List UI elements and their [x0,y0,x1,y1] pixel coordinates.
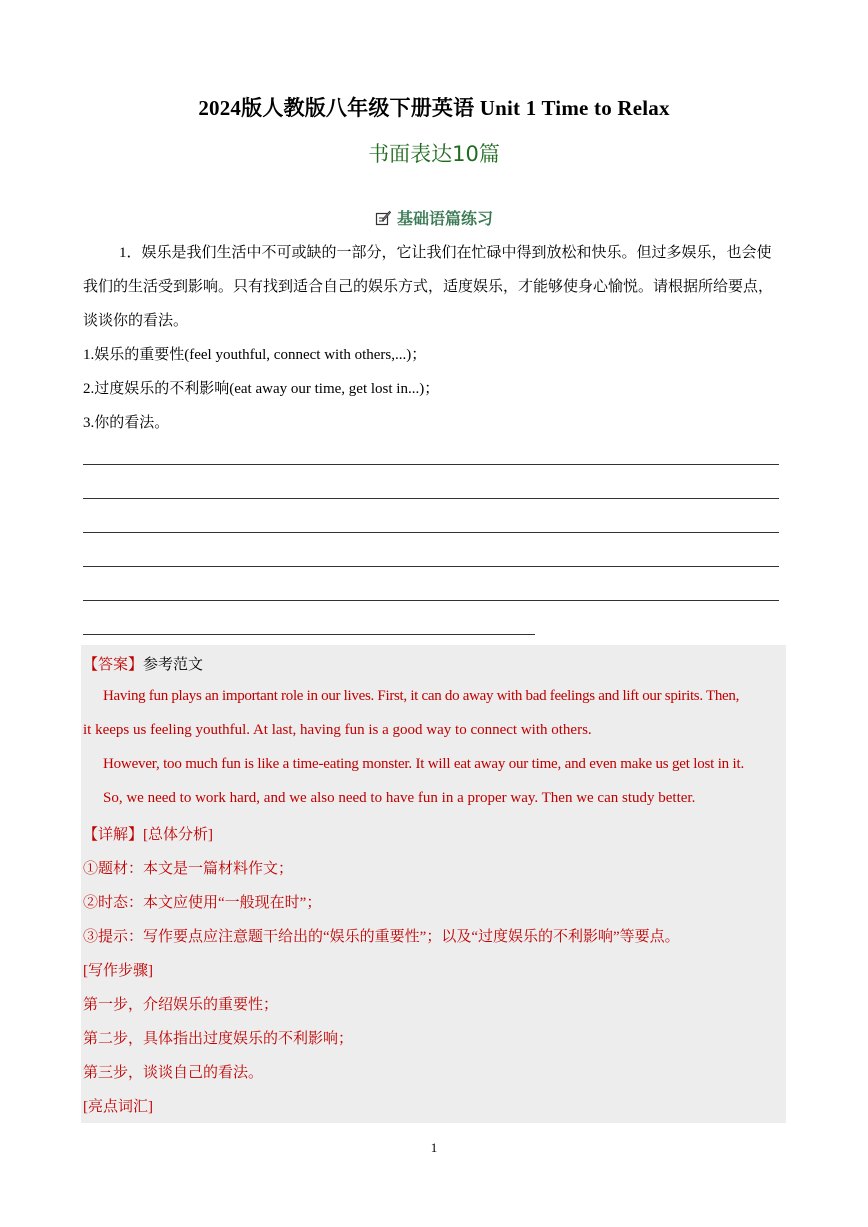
answer-label-line [83,653,203,674]
writing-step-3: 第三步，谈谈自己的看法。 [83,1065,264,1081]
analysis-item-2: ②时态：本文应使用“一般现在时”； [83,895,322,911]
answer-blank-line[interactable] [83,498,779,499]
document-subtitle: 书面表达10篇 [368,142,500,166]
answer-blank-line[interactable] [83,464,779,465]
essay-paragraph-2: However, too much fun is like a time-eating monster. It will eat away our time, and even make us get lost in it. [103,756,744,772]
analysis-item-1: ①题材：本文是一篇材料作文； [83,861,294,877]
detail-label-line [83,823,213,844]
question-line-3: 谈谈你的看法。 [83,313,189,329]
writing-steps-heading: [写作步骤] [83,963,153,979]
question-point-2: 2.过度娱乐的不利影响(eat away our time, get lost in...)； [83,381,440,397]
detail-label: 【详解】 [83,827,144,843]
analysis-item-3: ③提示：写作要点应注意题干给出的“娱乐的重要性”；以及“过度娱乐的不利影响”等要点。 [83,929,680,945]
pencil-note-icon [375,210,391,226]
essay-paragraph-1-line-1: Having fun plays an important role in our lives. First, it can do away with bad feelings and lift our spirits. Then, [103,688,740,704]
answer-panel [81,645,786,1123]
writing-step-2: 第二步，具体指出过度娱乐的不利影响； [83,1031,354,1047]
answer-blank-line[interactable] [83,566,779,567]
answer-blank-line[interactable] [83,600,779,601]
document-title: 2024版人教版八年级下册英语 Unit 1 Time to Relax [198,96,670,120]
question-point-3: 3.你的看法。 [83,415,170,431]
section-heading-text: 基础语篇练习 [396,209,493,228]
question-point-1: 1.娱乐的重要性(feel youthful, connect with others,...)； [83,347,427,363]
vocab-heading: [亮点词汇] [83,1099,153,1115]
essay-paragraph-1-line-2: it keeps us feeling youthful. At last, having fun is a good way to connect with others. [83,722,592,738]
question-line-2: 我们的生活受到影响。只有找到适合自己的娱乐方式，适度娱乐，才能够使身心愉悦。请根据所给要点， [83,279,774,295]
answer-label-text: 参考范文 [143,657,204,673]
question-line-1: 1．娱乐是我们生活中不可或缺的一部分，它让我们在忙碌中得到放松和快乐。但过多娱乐，也会使 [119,245,772,261]
answer-blank-line[interactable] [83,634,535,635]
essay-paragraph-3: So, we need to work hard, and we also need to have fun in a proper way. Then we can study better. [103,790,696,806]
writing-step-1: 第一步，介绍娱乐的重要性； [83,997,279,1013]
section-heading [0,206,868,229]
answer-blank-line[interactable] [83,532,779,533]
detail-label-text: [总体分析] [143,827,214,843]
page-number: 1 [430,1140,438,1155]
answer-label: 【答案】 [83,657,144,673]
